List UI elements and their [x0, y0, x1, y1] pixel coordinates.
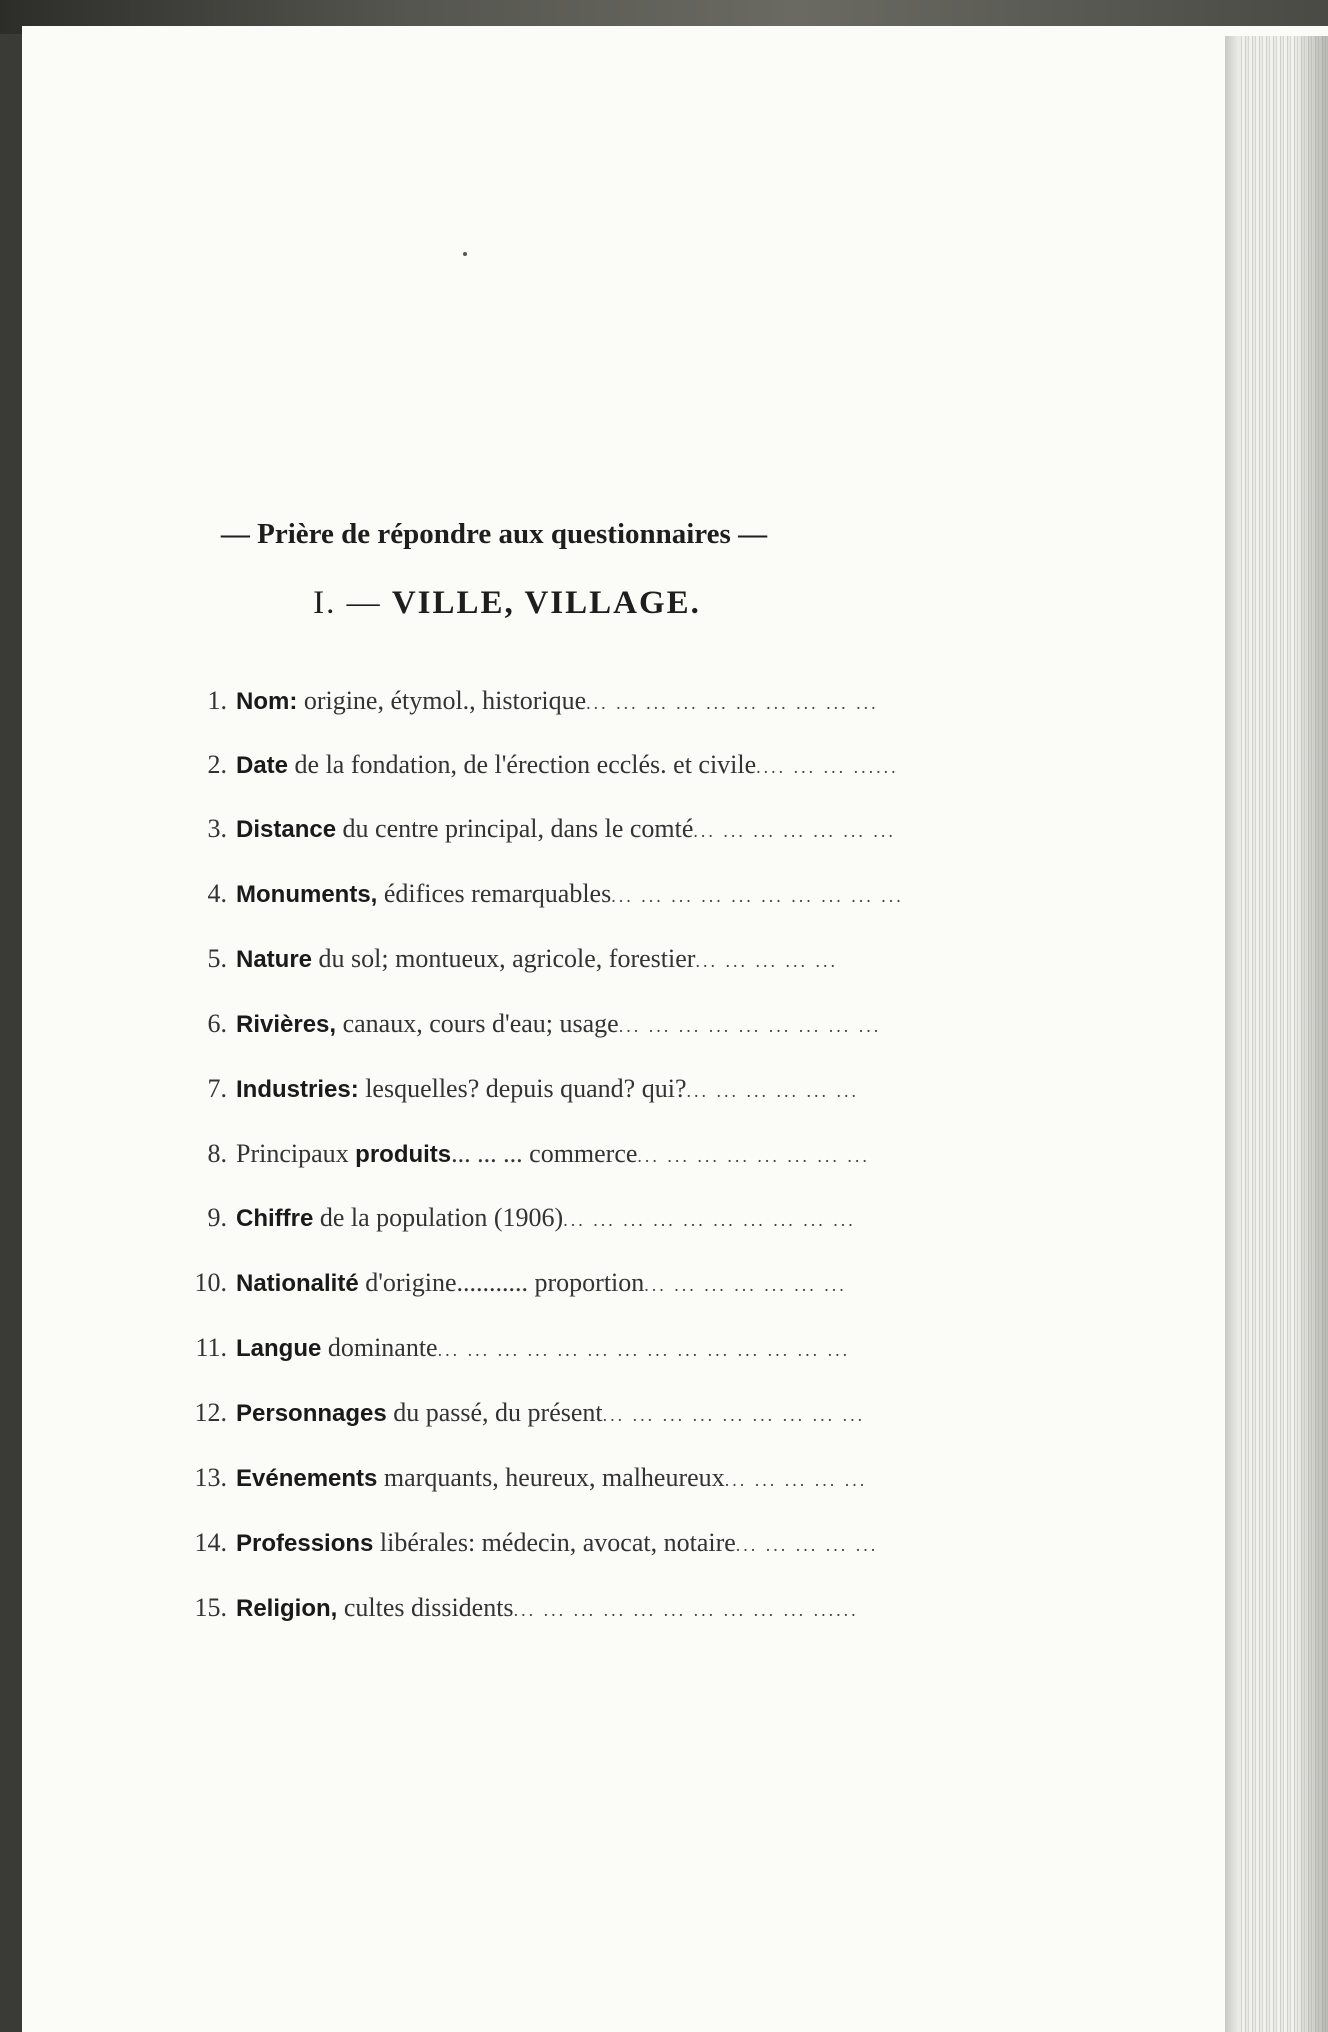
question-term: Monuments,: [236, 881, 378, 908]
answer-leader-dots: ... ... ... ... ... ... ...: [693, 821, 896, 841]
answer-leader-dots: ... ... ... ... ... ... ... ... ... ...: [563, 1210, 856, 1230]
answer-leader-dots: ... ... ... ... ... ... ... ...: [637, 1146, 870, 1166]
question-term: Rivières,: [236, 1011, 337, 1038]
question-text: de la fondation, de l'érection ecclés. et civile: [294, 750, 757, 779]
question-number: 4.: [207, 879, 227, 908]
question-item: [172, 1528, 1010, 1568]
question-text: du centre principal, dans le comté: [342, 814, 694, 843]
question-item: [172, 879, 1010, 919]
question-text: marquants, heureux, malheureux: [383, 1463, 725, 1492]
question-term: Chiffre: [236, 1205, 314, 1232]
question-number: 5.: [207, 944, 227, 973]
question-term: Nationalité: [236, 1270, 359, 1297]
section-title: VILLE, VILLAGE.: [391, 585, 701, 621]
question-term: Nature: [236, 946, 313, 973]
question-text: lesquelles? depuis quand? qui?: [365, 1074, 687, 1103]
answer-leader-dots: ... ... ... ... ... ... ... ... ... ... ... ... ... ...: [437, 1340, 851, 1360]
answer-leader-dots: ... ... ... ... ...: [695, 951, 838, 971]
question-item: [172, 1593, 1010, 1633]
question-number: 12.: [194, 1398, 227, 1427]
question-number: 1.: [207, 686, 227, 715]
question-term: Distance: [236, 816, 337, 843]
question-item: [172, 1463, 1010, 1503]
question-term: Industries:: [236, 1076, 359, 1103]
question-text: édifices remarquables: [383, 879, 612, 908]
section-number: I. —: [313, 585, 382, 621]
question-number: 8.: [207, 1139, 227, 1168]
answer-leader-dots: ... ... ... ... ... ... ... ... ... ... ......: [513, 1600, 859, 1620]
question-text: de la population (1906): [319, 1203, 564, 1232]
question-number: 14.: [194, 1528, 227, 1557]
answer-leader-dots: ... ... ... ... ... ... ... ... ...: [618, 1016, 882, 1036]
question-number: 6.: [207, 1009, 227, 1038]
question-number: 11.: [195, 1333, 227, 1362]
question-text: origine, étymol., historique: [303, 686, 587, 715]
question-item: [172, 1074, 1010, 1114]
question-number: 2.: [207, 750, 227, 779]
question-item: [172, 1398, 1010, 1438]
question-term: Professions: [236, 1530, 374, 1557]
question-number: 9.: [207, 1203, 227, 1232]
question-text: libérales: médecin, avocat, notaire: [379, 1528, 736, 1557]
page-title: — Prière de répondre aux questionnaires —: [220, 518, 768, 550]
question-item: [172, 1203, 1010, 1243]
answer-leader-dots: ... ... ... ... ... ... ...: [644, 1275, 847, 1295]
question-item: [172, 1139, 1010, 1179]
answer-leader-dots: ... ... ... ... ...: [724, 1470, 868, 1490]
question-text: du passé, du présent: [393, 1398, 603, 1427]
question-text: cultes dissidents: [343, 1593, 514, 1622]
answer-leader-dots: ... ... ... ... ... ... ... ... ... ...: [586, 693, 879, 713]
question-term: Personnages: [236, 1400, 387, 1427]
question-number: 10.: [194, 1268, 227, 1297]
question-item: [172, 944, 1010, 984]
question-item: [172, 686, 1010, 726]
question-text: ... ... ... commerce: [451, 1139, 638, 1168]
answer-leader-dots: ... ... ... ... ... ... ... ... ...: [602, 1405, 866, 1425]
question-text: canaux, cours d'eau; usage: [342, 1009, 619, 1038]
question-item: [172, 750, 1010, 790]
question-item: [172, 1009, 1010, 1049]
answer-leader-dots: ... ... ... ... ... ... ... ... ... ...: [611, 886, 904, 906]
question-text: du sol; montueux, agricole, forestier: [318, 944, 696, 973]
question-text: d'origine........... proportion: [365, 1268, 645, 1297]
question-text: dominante: [327, 1333, 438, 1362]
answer-leader-dots: ... ... ... ... ... ...: [686, 1081, 859, 1101]
answer-leader-dots: ... ... ... ... ...: [735, 1535, 879, 1555]
question-term: Evénements: [236, 1465, 378, 1492]
question-item: [172, 814, 1010, 854]
question-term: Religion,: [236, 1595, 338, 1622]
question-number: 7.: [207, 1074, 227, 1103]
question-number: 13.: [194, 1463, 227, 1492]
question-number: 15.: [194, 1593, 227, 1622]
question-term: produits: [355, 1141, 452, 1168]
question-term: Nom:: [236, 688, 298, 715]
question-term: Langue: [236, 1335, 322, 1362]
question-prefix: Principaux: [236, 1139, 349, 1168]
question-item: [172, 1268, 1010, 1308]
answer-leader-dots: .... ... ... ......: [756, 757, 899, 777]
question-item: [172, 1333, 1010, 1373]
question-term: Date: [236, 752, 289, 779]
question-number: 3.: [207, 814, 227, 843]
